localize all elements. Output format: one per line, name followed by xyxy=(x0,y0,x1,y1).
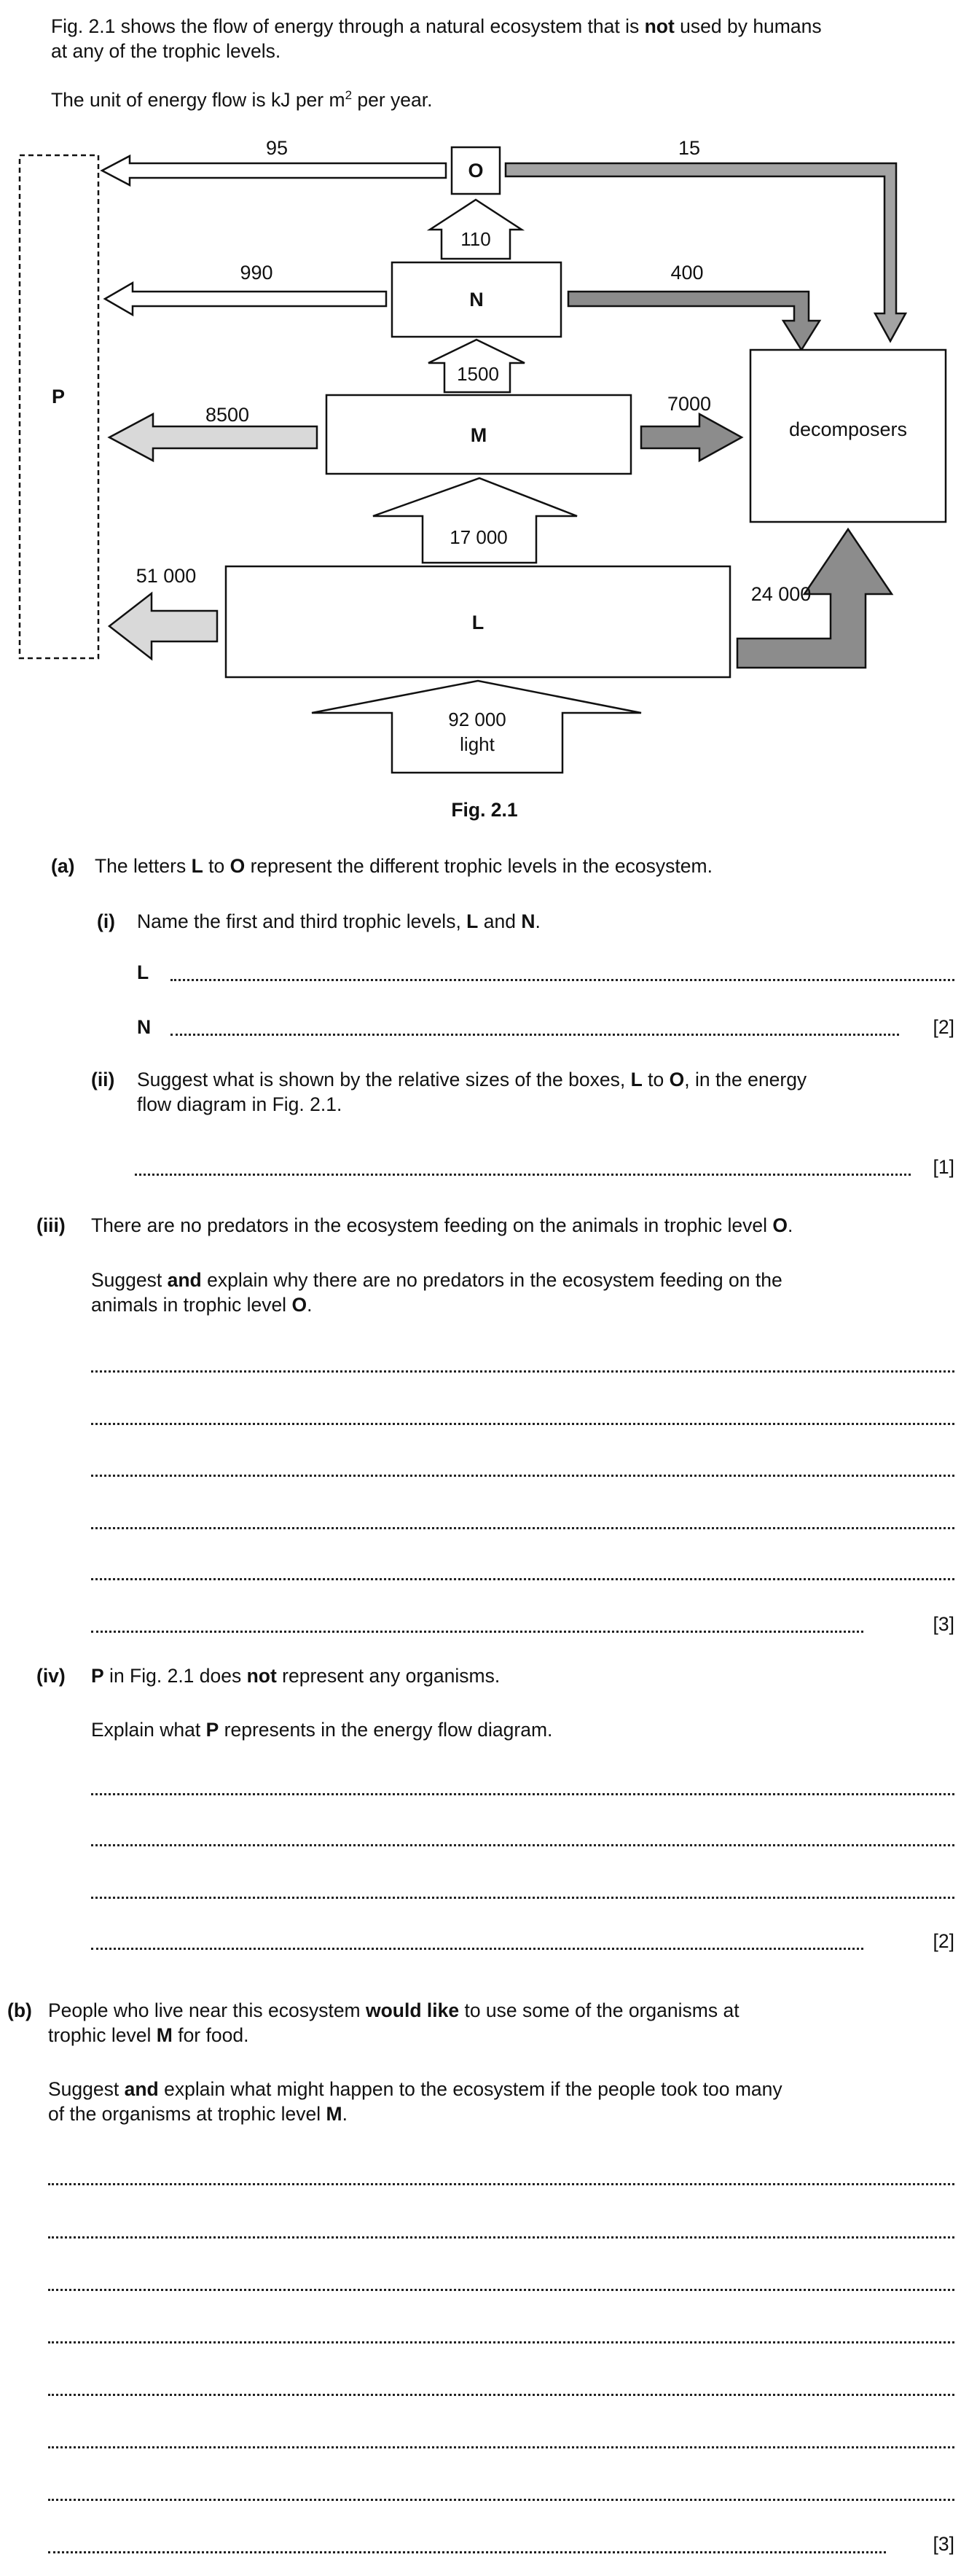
part-b-statement xyxy=(48,1999,954,2048)
flow-N-to-O: 110 xyxy=(460,228,491,250)
part-a-iv-q-b: P xyxy=(205,1719,219,1741)
part-a-label: (a) xyxy=(51,855,75,877)
figure-caption: Fig. 2.1 xyxy=(451,799,518,821)
part-a-ii-label: (ii) xyxy=(91,1069,115,1090)
part-b-q-post: explain what might happen to the ecosystem if the people took too many xyxy=(158,2078,782,2100)
flow-O-to-P: 95 xyxy=(265,138,289,159)
part-a-iii-b: O xyxy=(772,1214,788,1236)
part-a-ii-b1: L xyxy=(630,1069,643,1090)
answer-a-iv-line-3[interactable] xyxy=(91,1897,954,1899)
part-b-pre: People who live near this ecosystem xyxy=(48,1999,366,2021)
part-a-iv-b1: P xyxy=(91,1665,104,1687)
part-a-ii-question xyxy=(137,1068,954,1117)
intro-bold-not: not xyxy=(644,15,675,37)
arrow-N-to-decomposers xyxy=(568,292,820,350)
answer-N-label: N xyxy=(137,1016,152,1038)
answer-b-line-4[interactable] xyxy=(48,2341,954,2343)
intro-line1-end: used by humans xyxy=(674,15,822,37)
part-b-line2-b: M xyxy=(156,2023,173,2046)
box-L-label: L xyxy=(471,612,484,633)
arrow-O-to-P xyxy=(102,156,446,185)
part-b-post: to use some of the organisms at xyxy=(459,1999,740,2021)
part-a-i-question xyxy=(137,910,953,934)
part-a-i-pre: Name the first and third trophic levels, xyxy=(137,910,467,932)
intro-line2: at any of the trophic levels. xyxy=(51,39,281,62)
part-a-ii-post: , in the energy xyxy=(684,1069,807,1090)
part-a-iv-question xyxy=(91,1718,954,1743)
part-a-iv-post: represent any organisms. xyxy=(276,1665,501,1687)
part-a-stem xyxy=(95,854,954,879)
answer-b-line-7[interactable] xyxy=(48,2499,954,2501)
answer-a-iii-line-4[interactable] xyxy=(91,1527,954,1529)
flow-light-label: light xyxy=(460,733,495,755)
part-a-iii-q-pre: Suggest xyxy=(91,1269,168,1291)
flow-M-to-N: 1500 xyxy=(457,363,499,385)
part-a-iv-q-pre: Explain what xyxy=(91,1719,206,1741)
part-b-q-line2-pre: of the organisms at trophic level xyxy=(48,2102,326,2125)
arrow-L-to-P xyxy=(109,593,217,659)
box-O-label: O xyxy=(468,160,484,182)
answer-a-ii-line[interactable] xyxy=(135,1174,911,1176)
part-a-iii-q-line2-pre: animals in trophic level xyxy=(91,1293,292,1316)
flow-L-to-M: 17 000 xyxy=(450,526,508,548)
answer-a-iii-line-3[interactable] xyxy=(91,1475,954,1477)
flow-L-to-decomposers: 24 000 xyxy=(750,583,812,605)
intro-line1: Fig. 2.1 shows the flow of energy through a natural ecosystem that is xyxy=(51,15,645,37)
part-a-stem-mid: to xyxy=(203,855,230,877)
arrow-M-to-decomposers xyxy=(641,414,742,461)
energy-flow-diagram xyxy=(0,138,969,802)
part-a-iv-statement xyxy=(91,1664,954,1689)
part-a-iii-statement xyxy=(91,1214,954,1238)
part-a-stem-b2: O xyxy=(230,855,246,877)
arrow-N-to-P xyxy=(105,283,386,315)
answer-a-iii-line-2[interactable] xyxy=(91,1423,954,1425)
answer-a-iv-line-2[interactable] xyxy=(91,1844,954,1846)
part-a-iii-q-line2-b: O xyxy=(291,1293,307,1316)
marks-b: [3] xyxy=(933,2533,954,2555)
answer-b-line-1[interactable] xyxy=(48,2183,954,2185)
part-a-iii-pre: There are no predators in the ecosystem feeding on the animals in trophic level xyxy=(91,1214,773,1236)
part-b-b1: would like xyxy=(366,1999,460,2021)
answer-b-line-3[interactable] xyxy=(48,2289,954,2291)
answer-b-line-6[interactable] xyxy=(48,2446,954,2448)
part-a-iii-post: . xyxy=(788,1214,793,1236)
unit-post: per year. xyxy=(352,88,433,111)
part-a-i-mid: and xyxy=(478,910,522,932)
answer-a-iv-line-4[interactable] xyxy=(91,1948,863,1950)
unit-sup: 2 xyxy=(345,88,353,102)
box-P-label: P xyxy=(51,386,66,407)
part-a-i-b1: L xyxy=(466,910,479,932)
answer-L-line[interactable] xyxy=(170,979,954,981)
part-b-q-line2-b: M xyxy=(326,2102,342,2125)
part-a-ii-mid: to xyxy=(642,1069,670,1090)
part-a-iii-q-b: and xyxy=(167,1269,202,1291)
part-a-i-post: . xyxy=(535,910,541,932)
part-b-label: (b) xyxy=(7,1999,32,2021)
part-b-q-b: and xyxy=(124,2078,159,2100)
part-a-i-b2: N xyxy=(521,910,536,932)
flow-N-to-decomposers: 400 xyxy=(670,262,704,284)
part-b-line2-pre: trophic level xyxy=(48,2023,157,2046)
part-b-q-pre: Suggest xyxy=(48,2078,125,2100)
box-N-label: N xyxy=(469,289,484,311)
part-a-iii-q-line2-post: . xyxy=(307,1293,313,1316)
part-a-ii-b2: O xyxy=(669,1069,685,1090)
part-a-iii-label: (iii) xyxy=(36,1214,66,1236)
answer-a-iii-line-5[interactable] xyxy=(91,1578,954,1580)
marks-a-i: [2] xyxy=(933,1016,954,1038)
answer-b-line-8[interactable] xyxy=(48,2551,886,2553)
answer-b-line-5[interactable] xyxy=(48,2394,954,2396)
arrow-L-to-M xyxy=(373,478,577,563)
part-a-iii-q-post: explain why there are no predators in the ecosystem feeding on the xyxy=(201,1269,782,1291)
part-a-stem-pre: The letters xyxy=(95,855,192,877)
part-a-iv-b2: not xyxy=(246,1665,277,1687)
part-a-iv-label: (iv) xyxy=(36,1665,66,1687)
flow-L-to-P: 51 000 xyxy=(136,565,197,587)
answer-a-iii-line-1[interactable] xyxy=(91,1370,954,1373)
marks-a-iii: [3] xyxy=(933,1613,954,1635)
flow-N-to-P: 990 xyxy=(240,262,273,284)
answer-L-label: L xyxy=(137,961,149,983)
part-a-ii-line2: flow diagram in Fig. 2.1. xyxy=(137,1093,342,1115)
box-M-label: M xyxy=(470,424,487,446)
part-a-stem-post: represent the different trophic levels in the ecosystem. xyxy=(245,855,713,877)
marks-a-iv: [2] xyxy=(933,1930,954,1952)
marks-a-ii: [1] xyxy=(933,1156,954,1178)
box-decomposers-label: decomposers xyxy=(788,418,908,440)
answer-a-iii-line-6[interactable] xyxy=(91,1631,863,1633)
answer-N-line[interactable] xyxy=(170,1034,899,1036)
flow-M-to-P: 8500 xyxy=(205,404,250,426)
part-a-iv-mid: in Fig. 2.1 does xyxy=(103,1665,247,1687)
unit-text xyxy=(51,87,954,113)
part-a-stem-b1: L xyxy=(191,855,203,877)
part-a-iv-q-post: represents in the energy flow diagram. xyxy=(219,1719,553,1741)
part-a-iii-question xyxy=(91,1268,954,1318)
flow-O-to-decomposers: 15 xyxy=(678,138,701,159)
part-a-ii-pre: Suggest what is shown by the relative sizes of the boxes, xyxy=(137,1069,631,1090)
flow-M-to-decomposers: 7000 xyxy=(667,393,712,415)
part-b-line2-post: for food. xyxy=(172,2023,249,2046)
part-b-question xyxy=(48,2077,954,2127)
intro-text xyxy=(51,15,954,64)
arrow-O-to-decomposers xyxy=(506,163,906,341)
part-b-q-line2-post: . xyxy=(342,2102,348,2125)
answer-a-iv-line-1[interactable] xyxy=(91,1793,954,1795)
flow-light-value: 92 000 xyxy=(448,709,506,730)
unit-pre: The unit of energy flow is kJ per m xyxy=(51,88,345,111)
answer-b-line-2[interactable] xyxy=(48,2236,954,2239)
part-a-i-label: (i) xyxy=(97,910,116,932)
